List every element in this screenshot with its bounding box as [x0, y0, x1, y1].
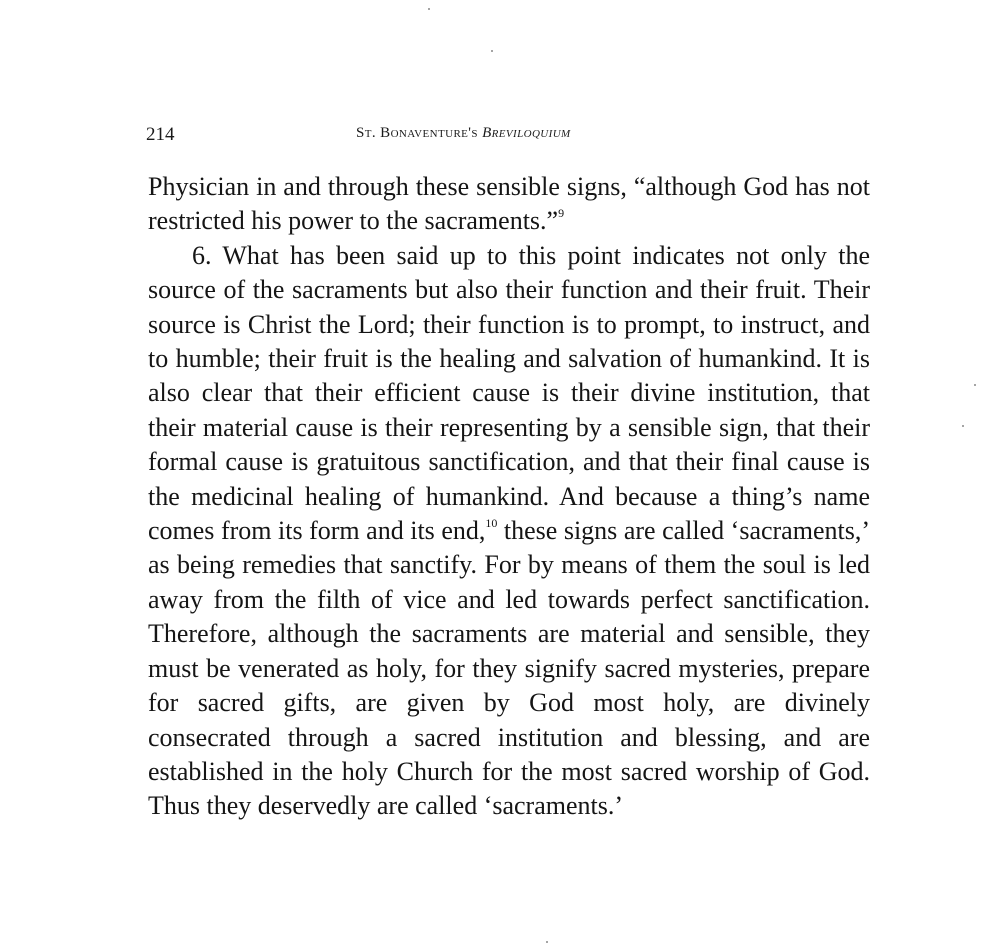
running-head: [356, 125, 571, 142]
paragraph-text: these signs are called ‘sacraments,’ as being remedies that sanctify. For by means of them the soul is led away from the filth of vice and led towards perfect sanctification. Therefore, although the sacraments are material and sensible, they must be venerated as holy, for they signify sacred mysteries, prepare for sacred gifts, are given by God most holy, are divinely consecrated through a sacred institution and blessing, and are established in the holy Church for the most sacred worship of God. Thus they deservedly are called ‘sacraments.’: [148, 516, 870, 821]
paragraph-continuation: [148, 170, 870, 239]
footnote-marker: 9: [558, 206, 565, 221]
scan-speck: [546, 941, 548, 943]
running-head-book-title: Breviloquium: [482, 125, 571, 141]
scan-speck: [974, 384, 976, 386]
scan-speck: [428, 8, 430, 10]
paragraph-text: Physician in and through these sensible signs, “although God has not restricted his power to the sacraments.”: [148, 172, 870, 236]
scan-speck: [962, 425, 964, 427]
page-number: 214: [146, 124, 175, 145]
paragraph-text: 6. What has been said up to this point indicates not only the source of the sacraments but also their function and their fruit. Their source is Christ the Lord; their function is to prompt, to instruct, and to humble; their fruit is the healing and salvation of humankind. It is also clear that their efficient cause is their divine institution, that their material cause is their representing by a sensible sign, that their formal cause is gratuitous sanctification, and that their final cause is the medicinal healing of humankind. And because a thing’s name comes from its form and its end,: [148, 240, 870, 546]
body-text: [148, 170, 870, 824]
running-head-author: St. Bonaventure's: [356, 125, 478, 141]
page-header: [146, 124, 876, 148]
scan-speck: [491, 50, 493, 52]
paragraph-section-6: [148, 239, 870, 824]
footnote-marker: 10: [485, 516, 498, 531]
